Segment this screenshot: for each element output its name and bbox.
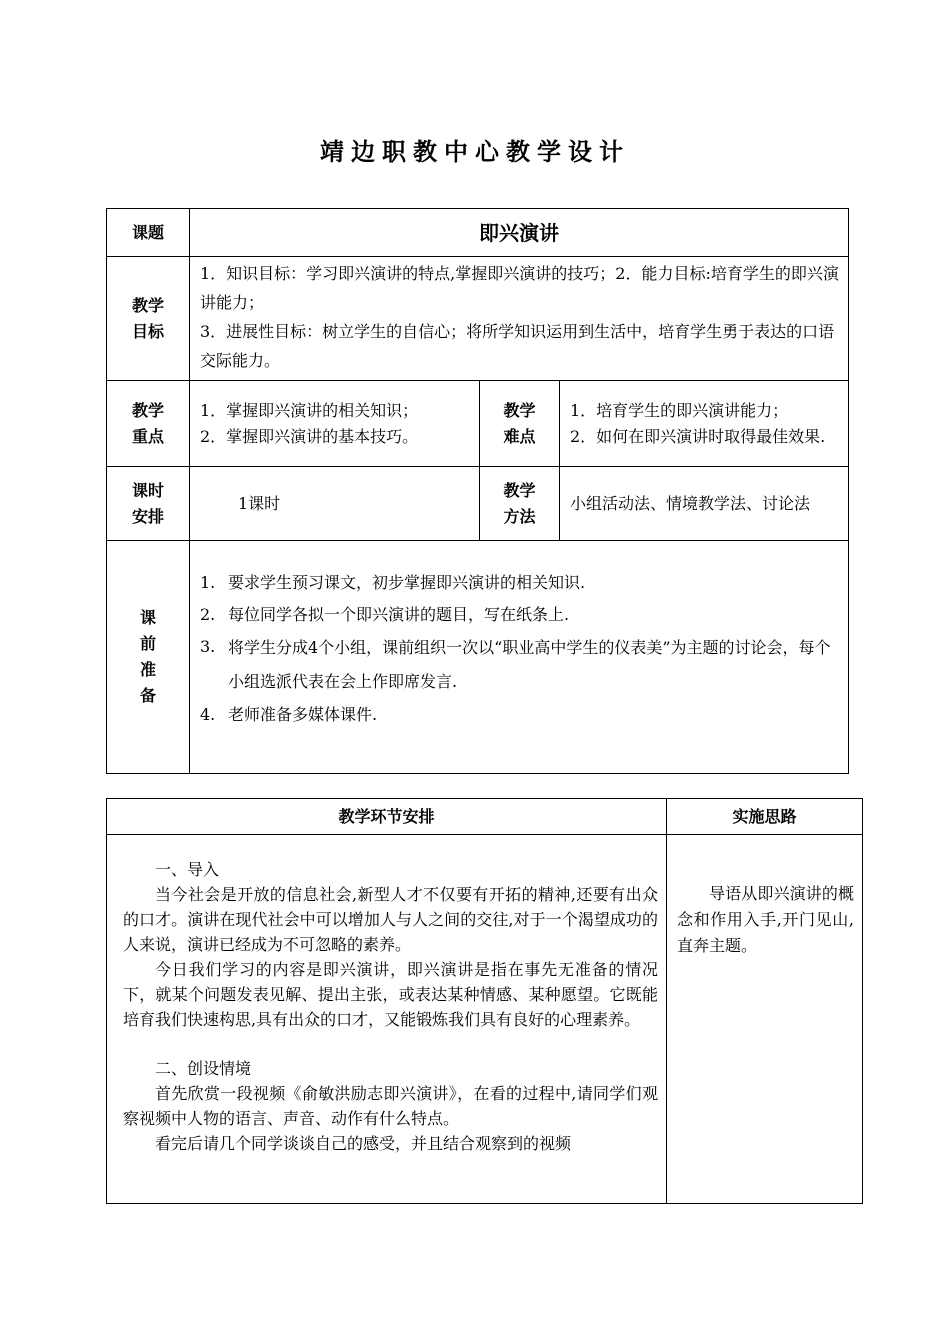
key-points-label: 教学 重点 — [107, 381, 190, 467]
ideas-content: 导语从即兴演讲的概念和作用入手,开门见山,直奔主题。 — [667, 835, 863, 1204]
lesson-info-table — [106, 208, 849, 774]
prep-label: 课 前 准 备 — [107, 541, 190, 774]
section-heading: 一、导入 — [155, 860, 220, 879]
ideas-header: 实施思路 — [667, 799, 863, 835]
method-label: 教学 方法 — [480, 467, 560, 541]
paragraph: 看完后请几个同学谈谈自己的感受，并且结合观察到的视频 — [155, 1134, 572, 1153]
goals-content: 1．知识目标：学习即兴演讲的特点,掌握即兴演讲的技巧；2．能力目标:培育学生的即兴演讲能力； 3．进展性目标：树立学生的自信心；将所学知识运用到生活中，培育学生勇于表达的口语交际能力。 — [190, 257, 849, 381]
section-heading: 二、创设情境 — [155, 1059, 252, 1078]
steps-content — [107, 835, 667, 1204]
prep-item: 2. 每位同学各拟一个即兴演讲的题目，写在纸条上. — [200, 605, 570, 624]
hours-value: 1课时 — [190, 467, 480, 541]
topic-label: 课题 — [107, 209, 190, 257]
teaching-steps-table — [106, 798, 863, 1204]
paragraph: 今日我们学习的内容是即兴演讲，即兴演讲是指在事先无准备的情况下，就某个问题发表见解、提出主张，或表达某种情感、某种愿望。它既能培育我们快速构思,具有出众的口才，又能锻炼我们具有良好的心理素养。 — [123, 960, 658, 1029]
prep-item: 4. 老师准备多媒体课件. — [200, 705, 378, 724]
prep-item: 1. 要求学生预习课文，初步掌握即兴演讲的相关知识. — [200, 573, 586, 592]
document-title: 靖边职教中心教学设计 — [320, 138, 630, 166]
paragraph: 当今社会是开放的信息社会,新型人才不仅要有开拓的精神,还要有出众的口才。演讲在现代社会中可以增加人与人之间的交往,对于一个渴望成功的人来说，演讲已经成为不可忽略的素养。 — [123, 885, 658, 954]
hours-label: 课时 安排 — [107, 467, 190, 541]
goals-label: 教学 目标 — [107, 257, 190, 381]
paragraph: 首先欣赏一段视频《俞敏洪励志即兴演讲》，在看的过程中,请同学们观察视频中人物的语言、声音、动作有什么特点。 — [123, 1084, 658, 1128]
difficulty-label: 教学 难点 — [480, 381, 560, 467]
difficulty-content: 1．培育学生的即兴演讲能力； 2．如何在即兴演讲时取得最佳效果. — [560, 381, 849, 467]
key-points-content: 1．掌握即兴演讲的相关知识； 2．掌握即兴演讲的基本技巧。 — [190, 381, 480, 467]
steps-header: 教学环节安排 — [107, 799, 667, 835]
topic-value: 即兴演讲 — [190, 209, 849, 257]
method-value: 小组活动法、情境教学法、讨论法 — [560, 467, 849, 541]
prep-item: 3. 将学生分成4个小组，课前组织一次以“职业高中学生的仪表美”为主题的讨论会，每个小组选派代表在会上作即席发言. — [200, 637, 831, 691]
prep-content — [190, 541, 849, 774]
